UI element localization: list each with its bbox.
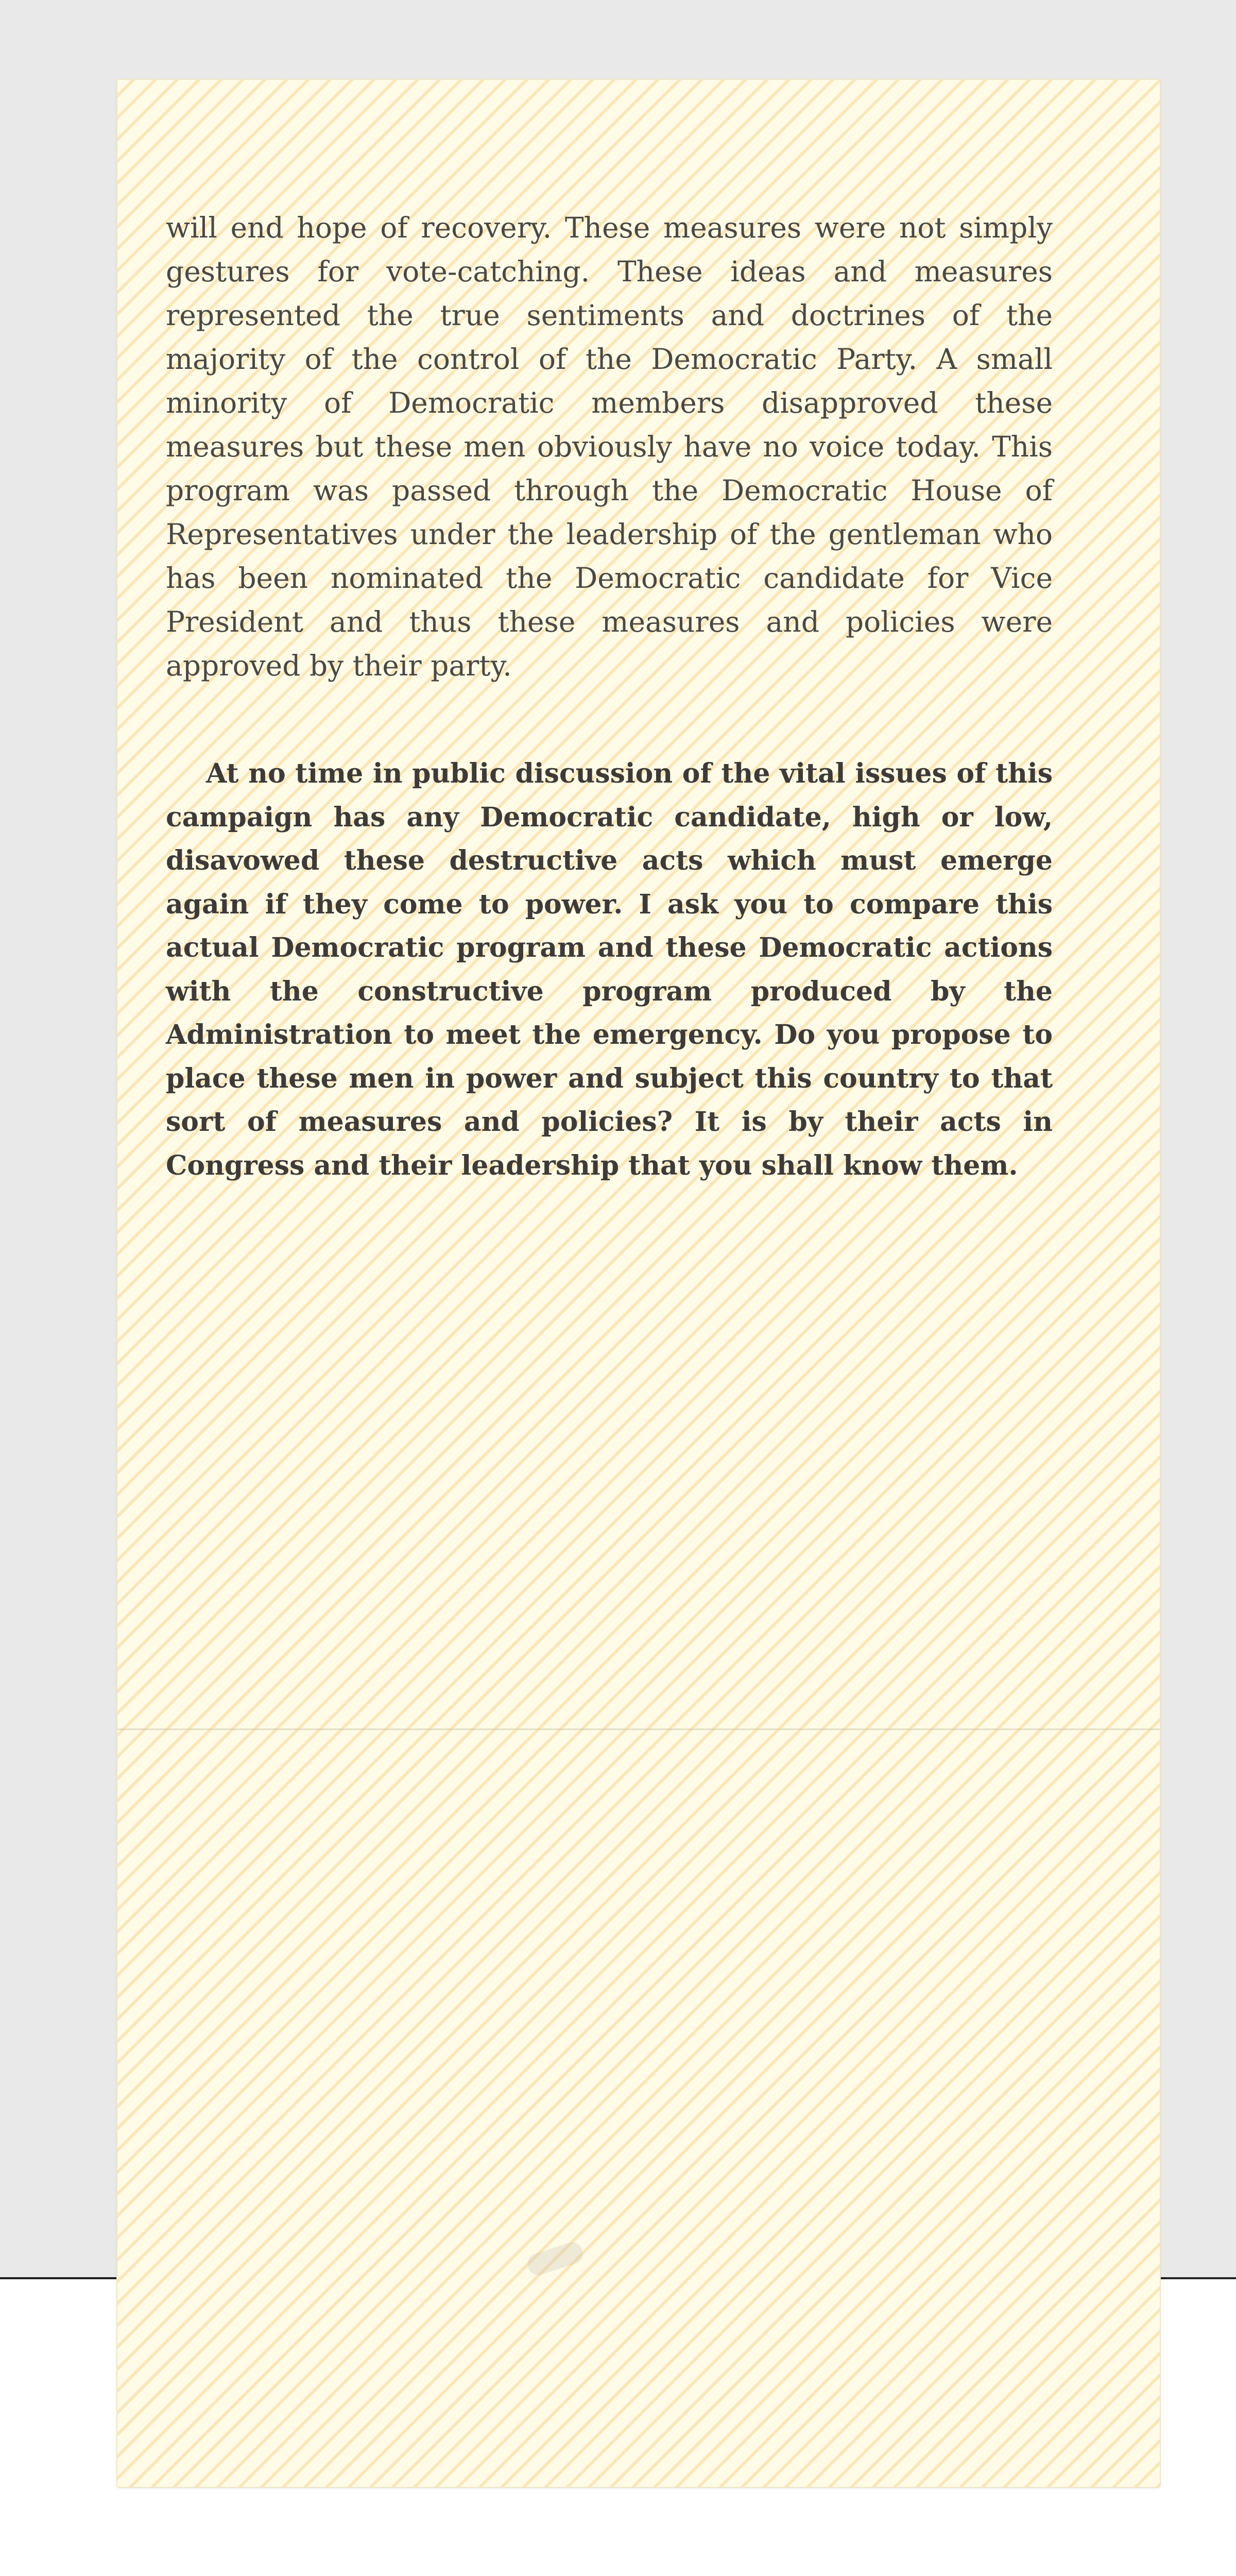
page-fold-crease — [117, 1728, 1160, 1730]
paragraph-2: At no time in public discussion of the vital issues of this campaign has any Democratic candidate, high or low, disavowed these destructive acts which must emerge again if they come to power. I ask you to compare this actual Democratic program and these Democratic actions with the constructive program produced by the Administration to meet the emergency. Do you propose to place these men in power and subject this country to that sort of measures and policies? It is by their acts in Congress and their leadership that you shall know them. — [166, 758, 1053, 1181]
ink-smudge — [525, 2240, 586, 2278]
paragraph-1: will end hope of recovery. These measures were not simply gestures for vote-catching. These ideas and measures represented the true sentiments and doctrines of the majority of the control of the Democratic Party. A small minority of Democratic members disapproved these measures but these men obviously have no voice today. This program was passed through the Democratic House of Representatives under the leadership of the gentleman who has been nominated the Democratic candidate for Vice President and thus these measures and policies were approved by their party. — [166, 211, 1053, 682]
